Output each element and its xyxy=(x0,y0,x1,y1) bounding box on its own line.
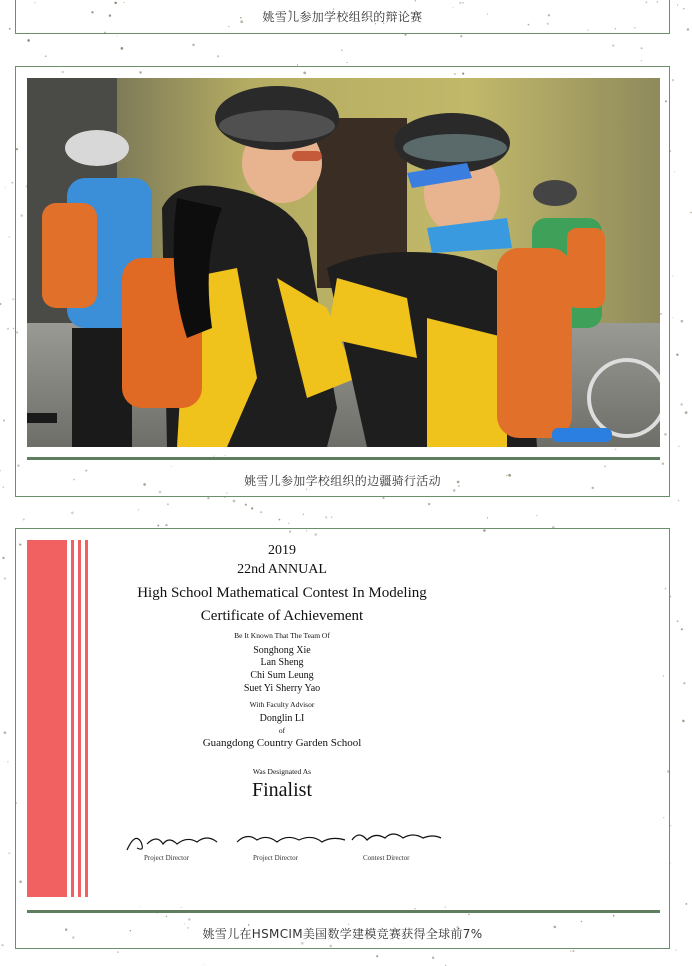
speckle-dot xyxy=(672,275,673,276)
speckle-dot xyxy=(116,36,117,37)
photo-divider xyxy=(27,457,660,460)
speckle-dot xyxy=(207,497,209,499)
speckle-dot xyxy=(346,62,347,63)
speckle-dot xyxy=(3,486,5,488)
signature-role: Contest Director xyxy=(363,854,410,862)
speckle-dot xyxy=(641,47,643,49)
speckle-dot xyxy=(405,34,407,36)
certificate-advisor: Donglin LI xyxy=(259,713,305,724)
certificate-designated: Was Designated As xyxy=(252,767,312,776)
speckle-dot xyxy=(11,182,13,184)
speckle-dot xyxy=(536,515,537,516)
speckle-dot xyxy=(674,171,675,172)
speckle-dot xyxy=(4,578,6,580)
speckle-dot xyxy=(676,354,678,356)
speckle-dot xyxy=(677,620,679,622)
speckle-dot xyxy=(641,60,642,61)
certificate-school: Guangdong Country Garden School xyxy=(202,737,362,749)
certificate-card xyxy=(15,528,670,949)
certificate-divider xyxy=(27,910,660,913)
speckle-dot xyxy=(570,951,571,952)
speckle-dot xyxy=(382,497,384,499)
speckle-dot xyxy=(325,516,327,518)
speckle-dot xyxy=(2,944,4,946)
certificate-designation: Finalist xyxy=(251,779,312,801)
speckle-dot xyxy=(680,403,682,405)
signatures xyxy=(117,828,447,856)
signature-block xyxy=(117,828,447,868)
speckle-dot xyxy=(685,411,688,414)
speckle-dot xyxy=(460,35,462,37)
certificate-annual: 22nd ANNUAL xyxy=(237,562,327,577)
speckle-dot xyxy=(251,507,253,509)
speckle-dot xyxy=(7,328,9,330)
speckle-dot xyxy=(217,55,219,57)
speckle-dot xyxy=(376,955,378,957)
speckle-dot xyxy=(4,731,7,734)
speckle-dot xyxy=(9,28,11,30)
speckle-dot xyxy=(675,949,676,950)
speckle-dot xyxy=(23,518,25,520)
speckle-dot xyxy=(487,517,488,518)
speckle-dot xyxy=(672,79,674,81)
speckle-dot xyxy=(27,39,30,42)
speckle-dot xyxy=(572,950,574,952)
certificate-contest: High School Mathematical Contest In Modeling xyxy=(137,585,427,601)
speckle-dot xyxy=(71,512,74,515)
speckle-dot xyxy=(677,4,678,5)
speckle-dot xyxy=(203,964,204,965)
speckle-dot xyxy=(288,523,289,524)
team-member: Chi Sum Leung xyxy=(250,670,314,681)
speckle-dot xyxy=(612,44,614,46)
speckle-dot xyxy=(681,320,684,323)
speckle-dot xyxy=(331,516,332,517)
certificate-image xyxy=(27,540,660,906)
certificate-of: of xyxy=(278,726,286,735)
speckle-dot xyxy=(2,557,4,559)
cycling-photo-image xyxy=(27,78,660,447)
certificate-with-advisor: With Faculty Advisor xyxy=(249,700,315,709)
contest-caption: 姚雪儿在HSMCIM美国数学建模竞赛获得全球前7% xyxy=(202,927,483,941)
speckle-dot xyxy=(167,503,169,505)
speckle-dot xyxy=(428,503,430,505)
debate-caption: 姚雪儿参加学校组织的辩论赛 xyxy=(262,10,423,24)
speckle-dot xyxy=(432,957,435,960)
certificate-year: 2019 xyxy=(268,543,296,558)
speckle-dot xyxy=(0,470,1,472)
speckle-dot xyxy=(7,761,8,762)
debate-caption-frame xyxy=(15,0,670,34)
speckle-dot xyxy=(681,628,683,630)
speckle-dot xyxy=(4,187,5,188)
team-member: Songhong Xie xyxy=(253,645,311,656)
speckle-dot xyxy=(3,420,5,422)
speckle-dot xyxy=(121,47,124,50)
speckle-dot xyxy=(685,903,687,905)
speckle-dot xyxy=(303,514,304,515)
speckle-dot xyxy=(687,28,689,30)
cycling-photo-card xyxy=(15,66,670,497)
speckle-dot xyxy=(45,55,47,57)
speckle-dot xyxy=(672,317,673,318)
speckle-dot xyxy=(233,500,236,503)
speckle-dot xyxy=(341,50,343,52)
speckle-dot xyxy=(682,720,685,723)
speckle-dot xyxy=(683,8,684,9)
speckle-dot xyxy=(157,525,159,527)
signature-role: Project Director xyxy=(253,854,298,862)
speckle-dot xyxy=(245,504,247,506)
ride-caption: 姚雪儿参加学校组织的边疆骑行活动 xyxy=(244,474,441,488)
speckle-dot xyxy=(260,511,262,513)
signature-role: Project Director xyxy=(144,854,189,862)
speckle-dot xyxy=(670,825,671,826)
speckle-dot xyxy=(279,519,281,521)
certificate-award-title: Certificate of Achievement xyxy=(200,608,364,624)
certificate-be-it-known: Be It Known That The Team Of xyxy=(234,631,330,640)
speckle-dot xyxy=(9,236,10,237)
speckle-dot xyxy=(165,524,167,526)
speckle-dot xyxy=(678,446,679,447)
cycling-photo xyxy=(27,78,660,447)
team-member: Lan Sheng xyxy=(260,657,304,668)
speckle-dot xyxy=(192,44,194,46)
speckle-dot xyxy=(8,852,10,854)
speckle-dot xyxy=(0,303,2,305)
team-member: Suet Yi Sherry Yao xyxy=(243,683,321,694)
speckle-dot xyxy=(138,509,140,511)
speckle-dot xyxy=(117,951,119,953)
speckle-dot xyxy=(683,682,685,684)
speckle-dot xyxy=(678,500,680,502)
certificate-red-bars xyxy=(27,540,91,900)
